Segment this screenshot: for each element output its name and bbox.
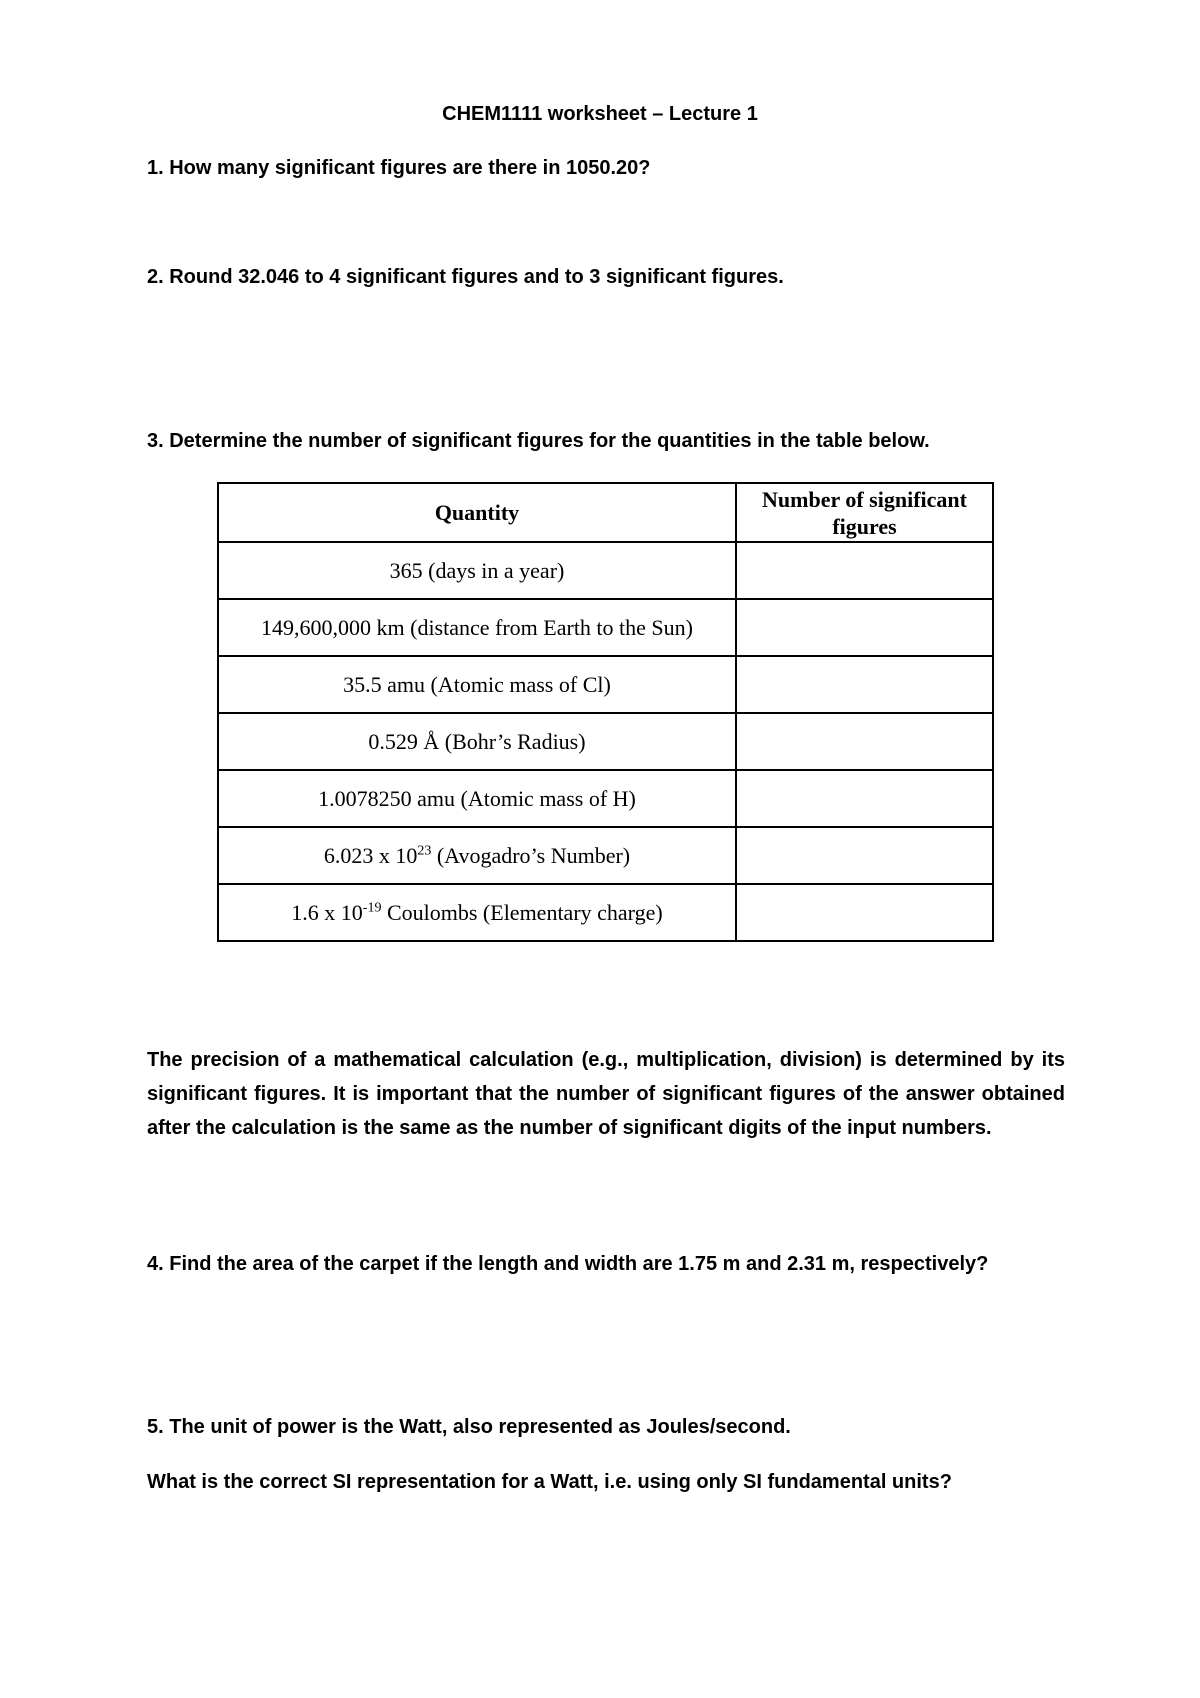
answer-cell[interactable]: [736, 542, 993, 599]
answer-cell[interactable]: [736, 827, 993, 884]
question-5-line-2: What is the correct SI representation for a Watt, i.e. using only SI fundamental units?: [147, 1471, 952, 1493]
table-row: [218, 884, 993, 941]
quantity-base: 6.023 x 10: [323, 842, 418, 868]
answer-cell[interactable]: [736, 599, 993, 656]
answer-cell[interactable]: [736, 770, 993, 827]
quantity-rest: Coulombs (Elementary charge): [381, 899, 663, 925]
question-3: 3. Determine the number of significant figures for the quantities in the table below.: [147, 430, 930, 452]
question-4: 4. Find the area of the carpet if the length and width are 1.75 m and 2.31 m, respectively?: [147, 1253, 989, 1275]
question-2: 2. Round 32.046 to 4 significant figures and to 3 significant figures.: [147, 266, 784, 288]
table-row: [218, 599, 993, 656]
quantity-cell: 35.5 amu (Atomic mass of Cl): [218, 656, 736, 713]
table-row: [218, 827, 993, 884]
quantity-rest: (Avogadro’s Number): [431, 842, 631, 868]
quantity-exponent: -19: [362, 900, 382, 916]
quantity-base: 1.6 x 10: [291, 899, 363, 925]
quantity-exponent: 23: [417, 843, 432, 859]
table-row: [218, 656, 993, 713]
answer-cell[interactable]: [736, 656, 993, 713]
table-row: [218, 713, 993, 770]
quantity-cell: 1.0078250 amu (Atomic mass of H): [218, 770, 736, 827]
question-1: 1. How many significant figures are there in 1050.20?: [147, 157, 651, 179]
quantity-cell: [218, 884, 736, 941]
worksheet-title: CHEM1111 worksheet – Lecture 1: [442, 103, 758, 125]
quantity-cell: 0.529 Å (Bohr’s Radius): [218, 713, 736, 770]
header-significant-figures: Number of significant figures: [736, 483, 993, 542]
answer-cell[interactable]: [736, 884, 993, 941]
table-row: [218, 770, 993, 827]
table-row: [218, 542, 993, 599]
quantity-cell: 365 (days in a year): [218, 542, 736, 599]
table-header-row: [218, 483, 993, 542]
question-5-line-1: 5. The unit of power is the Watt, also represented as Joules/second.: [147, 1416, 791, 1438]
significant-figures-table: [217, 482, 994, 942]
header-quantity: Quantity: [218, 483, 736, 542]
quantity-cell: [218, 827, 736, 884]
precision-paragraph: The precision of a mathematical calculation (e.g., multiplication, division) is determined by its significant figures. It is important that the number of significant figures of the answer obtained after the calculation is the same as the number of significant digits of the input numbers.: [147, 1049, 1065, 1139]
answer-cell[interactable]: [736, 713, 993, 770]
quantity-cell: 149,600,000 km (distance from Earth to the Sun): [218, 599, 736, 656]
